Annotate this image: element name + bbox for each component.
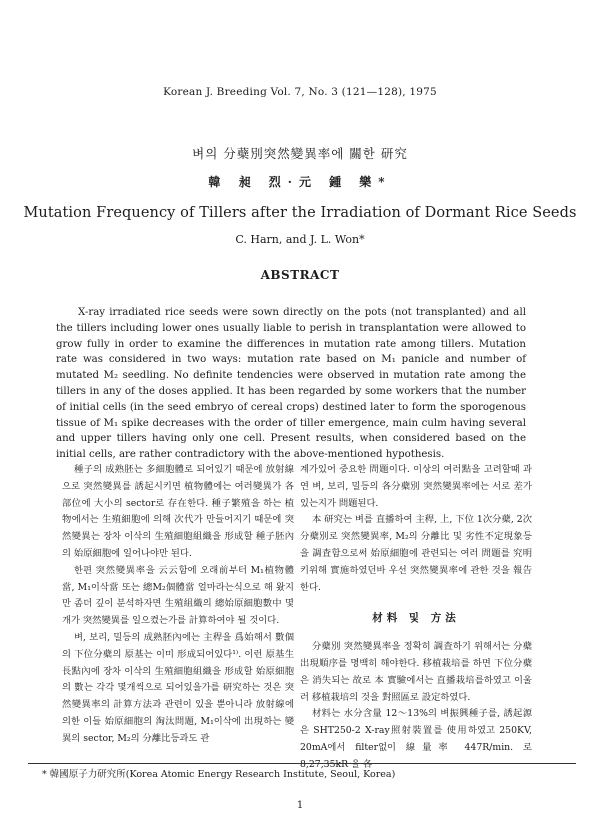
body-paragraph: 한편 突然變異率을 云云함에 오래前부터 M₁植物體當, M₁이삭當 또는 總M₂個體當 얼마라는식으로 해 왔지만 좀더 깊이 분석하자면 生殖組織의 總始原細胞數中 몇개가 突然變異를 일으켰는가를 計算하여야 될 것이다.: [62, 564, 294, 627]
english-authors: C. Harn, and J. L. Won*: [235, 233, 365, 246]
right-column: [300, 462, 532, 774]
korean-title: 벼의 分蘗別突然變異率에 關한 研究: [192, 146, 408, 161]
body-paragraph: 本 研究는 벼를 直播하여 主稈, 上, 下位 1次分蘗, 2次分蘗別로 突然變異率, M₂의 分離比 및 劣性不定現象등을 調査함으로써 始原細胞에 관련되는 여러 問題를 究明키위해 實施하였던바 우선 突然變異率에 관한 것을 報告한다.: [300, 514, 532, 593]
left-column: [62, 462, 294, 748]
page-number: 1: [296, 800, 304, 811]
footnote-divider: [28, 763, 576, 764]
abstract-heading: ABSTRACT: [260, 268, 340, 282]
abstract-body: X-ray irradiated rice seeds were sown directly on the pots (not transplanted) and all the tillers including lower ones usually liable to perish in transplantation were allowed to grow fully in order to examine the differences in mutation rate among tillers. Mutation rate was considered in two ways: mutation rate based on M₁ panicle and number of mutated M₂ seedling. No definite tendencies were observed in mutation rate among the tillers in any of the doses applied. It has been regarded by some workers that the number of initial cells (in the seed embryo of cereal crops) destined later to form the sporogenous tissue of M₁ spike decreases with the order of tiller emergence, main culm having several and upper tillers having only one cell. Present results, when considered based on the initial cells, are rather contradictory with the above-mentioned hypothesis.: [56, 307, 526, 461]
body-paragraph: 分蘗別 突然變異率을 정확히 調査하기 위해서는 分蘗出現順序를 명백히 해야한다. 移植栽培를 하면 下位分蘗은 消失되는 故로 本 實驗에서는 直播栽培를하였고 이울러 移植栽培의 것을 對照區로 設定하였다.: [300, 641, 532, 703]
body-paragraph: 계가있어 중요한 問題이다. 이상의 여러點을 고려할때 과연 벼, 보리, 밀등의 各分蘗別 突然變異率에는 서로 差가 있는지가 問題된다.: [300, 464, 532, 509]
journal-citation: Korean J. Breeding Vol. 7, No. 3 (121—128), 1975: [163, 86, 437, 98]
korean-authors: 韓 昶 烈·元 鍾 樂*: [208, 175, 392, 189]
body-paragraph: 種子의 成熟胚는 多細胞體로 되어있기 때문에 放射線으로 突然變異를 誘起시키면 植物體에는 여러變異가 各部位에 大小의 sector로 存在한다. 種子繁殖을 하는 植物에서는 生殖細胞에 의해 次代가 만들어지기 때문에 突然變異는 장차 이삭의 生殖細胞組織을 形成할 種子胚內의 始原細胞에 일어나야만 된다.: [62, 464, 294, 559]
body-paragraph: 벼, 보리, 밀등의 成熟胚內에는 主稈을 爲始해서 數個의 下位分蘗의 原基는 이미 形成되어있다¹⁾. 이런 原基生長點內에 장차 이삭의 生殖細胞組織을 形成할 始原細胞의 數는 각각 몇개씩으로 되어있을가를 研究하는 것은 突然變異率의 計算方法과 관련이 있을 뿐아니라 放射線에 의한 이들 始原細胞의 淘汰問題, M₁이삭에 出現하는 變異의 sector, M₂의 分離比등과도 관: [62, 631, 294, 744]
english-title: Mutation Frequency of Tillers after the Irradiation of Dormant Rice Seeds: [23, 205, 577, 221]
section-heading-materials-methods: 材料 및 方法: [372, 612, 460, 625]
body-paragraph: 材料는 水分含量 12～13%의 벼振興種子를, 誘起源은 SHT250-2 X-ray照射裝置를 使用하였고 250KV, 20mA에서 filter없이 線量率 447R/min. 로 8,27,35kR 을 各: [300, 708, 532, 770]
affiliation-footnote: * 韓國原子力研究所(Korea Atomic Energy Research Institute, Seoul, Korea): [42, 769, 396, 780]
